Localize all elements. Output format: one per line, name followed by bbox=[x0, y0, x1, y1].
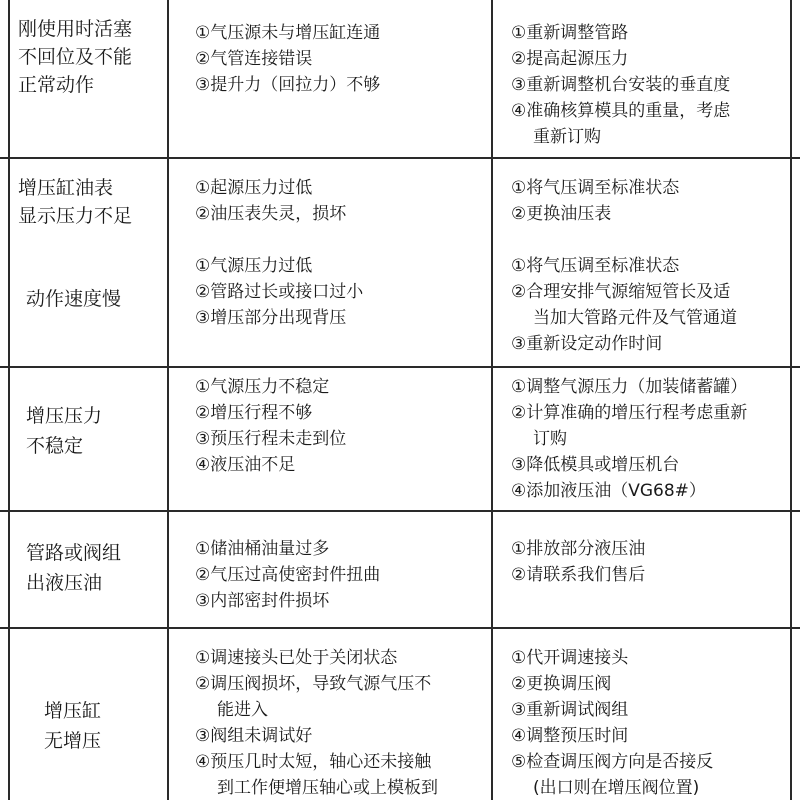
table-row-solutions bbox=[511, 374, 747, 504]
solution-item: ④调整预压时间 bbox=[511, 726, 629, 746]
solution-item: ④准确核算模具的重量，考虑 bbox=[511, 101, 731, 121]
cause-item: ③增压部分出现背压 bbox=[195, 308, 347, 328]
table-column-divider-1 bbox=[167, 0, 169, 800]
cause-item: 能进入 bbox=[217, 700, 268, 720]
symptom-line: 正常动作 bbox=[18, 74, 95, 96]
table-border-right bbox=[790, 0, 792, 800]
solution-item: ①排放部分液压油 bbox=[511, 539, 646, 559]
table-row-symptom bbox=[26, 286, 121, 312]
table-row-causes bbox=[195, 536, 380, 614]
cause-item: ①气源压力不稳定 bbox=[195, 377, 330, 397]
symptom-line: 管路或阀组 bbox=[26, 542, 122, 564]
solution-item: ①代开调速接头 bbox=[511, 648, 629, 668]
table-row-solutions bbox=[511, 645, 713, 801]
solution-item: 重新订购 bbox=[533, 127, 601, 147]
symptom-line: 出液压油 bbox=[26, 572, 103, 594]
symptom-line: 刚使用时活塞 bbox=[18, 18, 133, 40]
table-row-causes bbox=[195, 645, 438, 801]
symptom-line: 增压缸油表 bbox=[18, 177, 114, 199]
symptom-line: 增压压力 bbox=[26, 405, 103, 427]
solution-item: ③重新调整机台安装的垂直度 bbox=[511, 75, 731, 95]
table-row-solutions bbox=[511, 20, 730, 150]
cause-item: ①储油桶油量过多 bbox=[195, 539, 330, 559]
table-row-divider bbox=[0, 157, 800, 159]
cause-item: ②增压行程不够 bbox=[195, 403, 313, 423]
solution-item: ①重新调整管路 bbox=[511, 23, 629, 43]
table-row-causes bbox=[195, 253, 363, 331]
cause-item: ②调压阀损坏，导致气源气压不 bbox=[195, 674, 432, 694]
cause-item: ①气源压力过低 bbox=[195, 256, 313, 276]
table-row-causes bbox=[195, 374, 346, 478]
table-row-symptom bbox=[18, 16, 132, 98]
solution-item: ④添加液压油（VG68#） bbox=[511, 481, 706, 501]
table-row-symptom bbox=[26, 540, 121, 596]
table-row-causes bbox=[195, 20, 380, 98]
table-row-causes bbox=[195, 175, 346, 227]
cause-item: 到工作便增压轴心或上模板到 bbox=[217, 778, 438, 798]
cause-item: ③阀组未调试好 bbox=[195, 726, 313, 746]
solution-item: ②更换油压表 bbox=[511, 204, 612, 224]
solution-item: ③降低模具或增压机台 bbox=[511, 455, 680, 475]
cause-item: ①气压源未与增压缸连通 bbox=[195, 23, 381, 43]
cause-item: ④液压油不足 bbox=[195, 455, 296, 475]
solution-item: ③重新调试阀组 bbox=[511, 700, 629, 720]
solution-item: ①将气压调至标准状态 bbox=[511, 256, 680, 276]
symptom-line: 显示压力不足 bbox=[18, 205, 133, 227]
solution-item: 订购 bbox=[533, 429, 567, 449]
symptom-line: 不回位及不能 bbox=[18, 46, 133, 68]
table-row-divider bbox=[0, 366, 800, 368]
cause-item: ③内部密封件损坏 bbox=[195, 591, 330, 611]
solution-item: ②合理安排气源缩短管长及适 bbox=[511, 282, 731, 302]
cause-item: ②气压过高使密封件扭曲 bbox=[195, 565, 381, 585]
cause-item: ③提升力（回拉力）不够 bbox=[195, 75, 381, 95]
symptom-line: 不稳定 bbox=[26, 435, 84, 457]
cause-item: ②管路过长或接口过小 bbox=[195, 282, 364, 302]
cause-item: ③预压行程未走到位 bbox=[195, 429, 347, 449]
symptom-line: 增压缸 bbox=[44, 700, 102, 722]
solution-item: ②请联系我们售后 bbox=[511, 565, 646, 585]
solution-item: 当加大管路元件及气管通道 bbox=[533, 308, 737, 328]
table-row-symptom bbox=[18, 175, 132, 229]
table-row-divider bbox=[0, 510, 800, 512]
solution-item: ①调整气源压力（加装储蓄罐） bbox=[511, 377, 748, 397]
solution-item: ⑤检查调压阀方向是否接反 bbox=[511, 752, 714, 772]
symptom-line: 动作速度慢 bbox=[26, 288, 122, 310]
solution-item: ①将气压调至标准状态 bbox=[511, 178, 680, 198]
table-row-solutions bbox=[511, 536, 645, 588]
table-row-symptom bbox=[44, 698, 101, 754]
cause-item: ①调速接头已处于关闭状态 bbox=[195, 648, 398, 668]
symptom-line: 无增压 bbox=[44, 730, 102, 752]
table-row-solutions bbox=[511, 175, 679, 227]
table-border-left bbox=[8, 0, 10, 800]
solution-item: ③重新设定动作时间 bbox=[511, 334, 663, 354]
table-row-solutions bbox=[511, 253, 737, 357]
solution-item: ②提高起源压力 bbox=[511, 49, 629, 69]
cause-item: ①起源压力过低 bbox=[195, 178, 313, 198]
cause-item: ④预压几时太短，轴心还未接触 bbox=[195, 752, 432, 772]
table-column-divider-2 bbox=[491, 0, 493, 800]
solution-item: ②更换调压阀 bbox=[511, 674, 612, 694]
table-row-symptom bbox=[26, 403, 102, 459]
cause-item: ②气管连接错误 bbox=[195, 49, 313, 69]
cause-item: ②油压表失灵，损坏 bbox=[195, 204, 347, 224]
table-row-divider bbox=[0, 627, 800, 629]
solution-item: ②计算准确的增压行程考虑重新 bbox=[511, 403, 748, 423]
solution-item: (出口则在增压阀位置) bbox=[533, 778, 700, 798]
